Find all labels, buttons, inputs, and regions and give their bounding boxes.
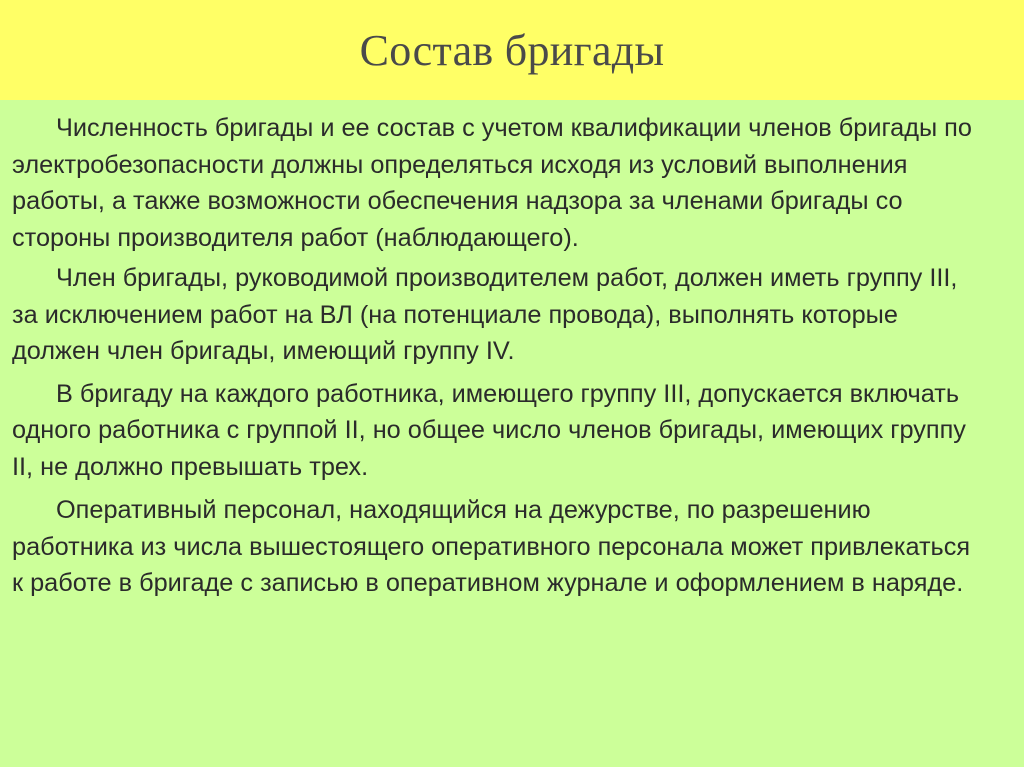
paragraph-brigade-size: Численность бригады и ее состав с учетом квалификации членов бригады по электробезопасности должны определяться исходя из условий выполнения работы, а также возможности обеспечения надзора за членами бригады со стороны производителя работ (наблюдающего). [12,114,972,252]
slide-body [0,100,1024,767]
paragraph-operative-staff: Оперативный персонал, находящийся на дежурстве, по разрешению работника из числа вышестоящего оперативного персонала может привлекаться к работе в бригаде с записью в оперативном журнале и оформлением в наряде. [12,496,971,597]
paragraph-group-two-limit: В бригаду на каждого работника, имеющего группу III, допускается включать одного работника с группой II, но общее число членов бригады, имеющих группу II, не должно превышать трех. [12,379,966,481]
paragraph-member-group: Член бригады, руководимой производителем работ, должен иметь группу III, за исключением работ на ВЛ (на потенциале провода), выполнять которые должен член бригады, имеющий группу IV. [12,264,958,365]
text-content [12,110,987,608]
slide-title: Состав бригады [359,25,665,75]
title-bar [0,0,1024,100]
